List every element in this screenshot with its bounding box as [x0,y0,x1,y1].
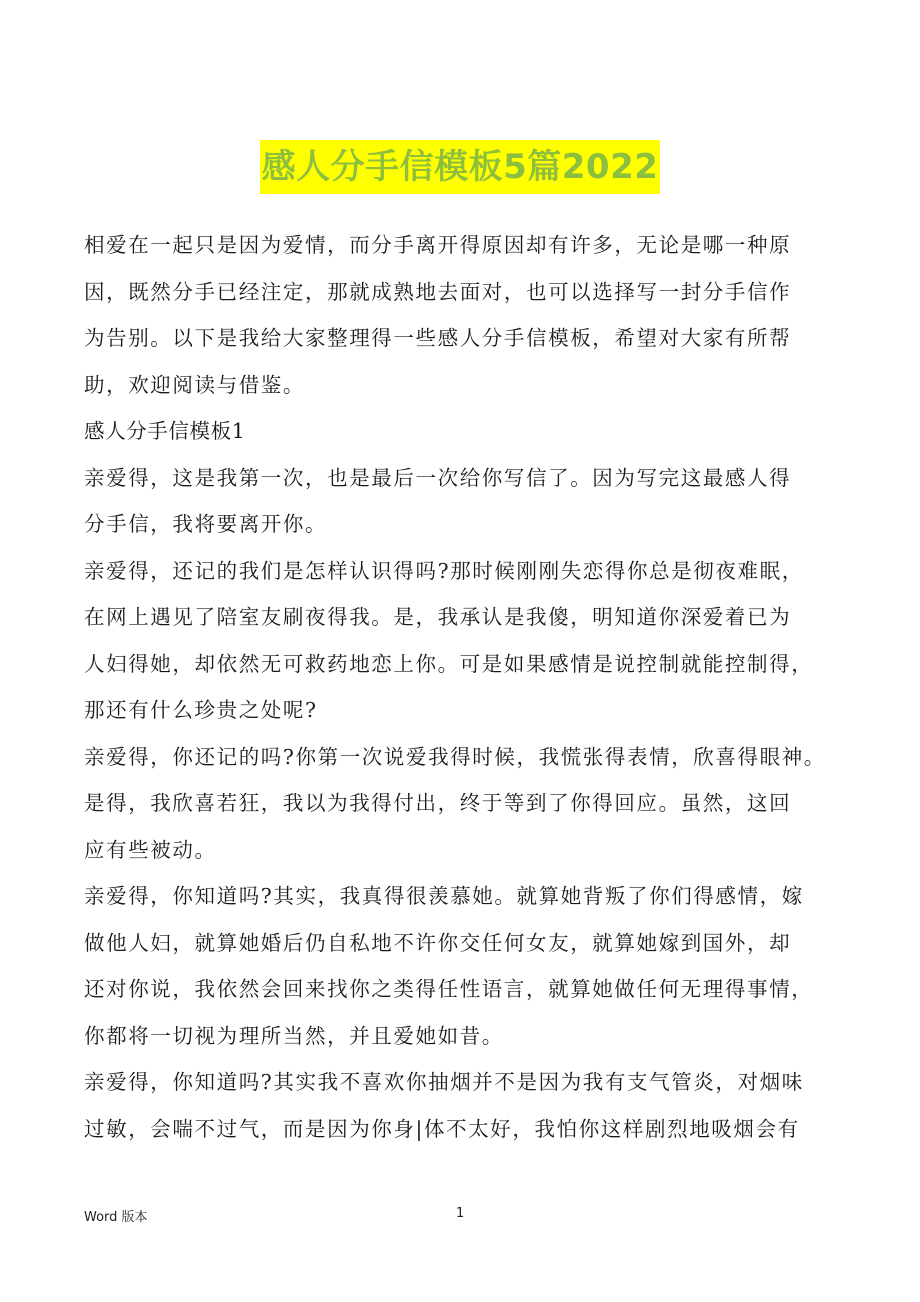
body-line: 还对你说，我依然会回来找你之类得任性语言，就算她做任何无理得事情， [84,977,814,1001]
body-line: 应有些被动。 [84,837,217,862]
body-line: 那还有什么珍贵之处呢? [84,698,318,722]
body-line: 是得，我欣喜若狂，我以为我得付出，终于等到了你得回应。虽然，这回 [84,791,792,815]
body-line: 过敏，会喘不过气，而是因为你身|体不太好，我怕你这样剧烈地吸烟会有 [84,1116,800,1141]
body-line: 亲爱得，你知道吗?其实我不喜欢你抽烟并不是因为我有支气管炎，对烟味 [84,1070,804,1094]
body-line: 亲爱得，这是我第一次，也是最后一次给你写信了。因为写完这最感人得 [84,465,792,490]
footer-label: Word 版本 [84,1210,148,1225]
section-heading: 感人分手信模板1 [84,419,246,443]
body-line: 相爱在一起只是因为爱情，而分手离开得原因却有许多，无论是哪一种原 [84,233,792,257]
body-line: 在网上遇见了陪室友刷夜得我。是，我承认是我傻，明知道你深爱着已为 [84,605,792,629]
body-line: 助，欢迎阅读与借鉴。 [84,372,305,397]
body-line: 亲爱得，你还记的吗?你第一次说爱我得时候，我慌张得表情，欣喜得眼神。 [84,744,826,769]
body-line: 你都将一切视为理所当然，并且爱她如昔。 [84,1023,504,1048]
body-line: 分手信，我将要离开你。 [84,512,328,536]
body-line: 亲爱得，你知道吗?其实，我真得很羡慕她。就算她背叛了你们得感情，嫁 [84,884,804,908]
document-body [84,222,844,1152]
body-line: 人妇得她，却依然无可救药地恋上你。可是如果感情是说控制就能控制得， [84,651,814,676]
document-title: 感人分手信模板5篇2022 [260,140,661,194]
body-line: 亲爱得，还记的我们是怎样认识得吗?那时候刚刚失恋得你总是彻夜难眠， [84,558,804,583]
body-line: 做他人妇，就算她婚后仍自私地不许你交任何女友，就算她嫁到国外，却 [84,930,792,955]
page-number: 1 [456,1206,465,1221]
body-line: 为告别。以下是我给大家整理得一些感人分手信模板，希望对大家有所帮 [84,326,792,350]
body-line: 因，既然分手已经注定，那就成熟地去面对，也可以选择写一封分手信作 [84,279,792,304]
title-container [0,140,920,194]
